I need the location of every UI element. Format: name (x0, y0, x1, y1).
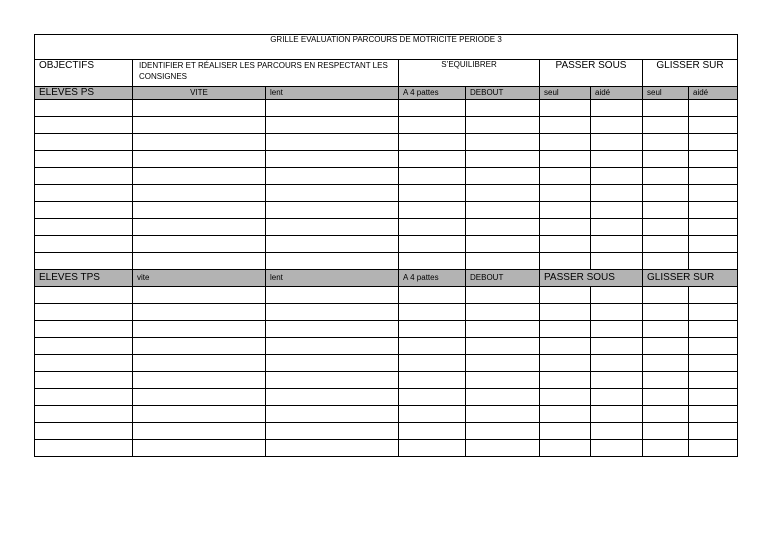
glisser-sur-header-tps: GLISSER SUR (643, 270, 738, 287)
tps-student-cell[interactable] (540, 372, 591, 389)
tps-student-cell[interactable] (643, 372, 689, 389)
ps-student-cell[interactable] (466, 253, 540, 270)
ps-student-cell[interactable] (689, 134, 738, 151)
tps-student-cell[interactable] (466, 372, 540, 389)
tps-student-cell[interactable] (133, 321, 266, 338)
ps-student-cell[interactable] (133, 236, 266, 253)
tps-student-cell[interactable] (35, 355, 133, 372)
ps-student-cell[interactable] (399, 185, 466, 202)
ps-student-row (35, 151, 738, 168)
ps-student-cell[interactable] (133, 253, 266, 270)
ps-student-cell[interactable] (540, 151, 591, 168)
ps-student-cell[interactable] (591, 185, 643, 202)
tps-student-cell[interactable] (133, 338, 266, 355)
ps-student-cell[interactable] (133, 219, 266, 236)
tps-student-cell[interactable] (133, 389, 266, 406)
ps-student-cell[interactable] (643, 185, 689, 202)
ps-student-row (35, 253, 738, 270)
tps-student-cell[interactable] (466, 389, 540, 406)
tps-student-cell[interactable] (35, 406, 133, 423)
ps-student-cell[interactable] (466, 151, 540, 168)
ps-student-cell[interactable] (399, 151, 466, 168)
tps-student-cell[interactable] (35, 423, 133, 440)
ps-student-cell[interactable] (266, 168, 399, 185)
ps-student-cell[interactable] (591, 236, 643, 253)
ps-student-cell[interactable] (689, 168, 738, 185)
tps-student-cell[interactable] (689, 389, 738, 406)
tps-student-row (35, 423, 738, 440)
debout-header: DEBOUT (466, 87, 540, 100)
tps-student-cell[interactable] (266, 406, 399, 423)
ps-student-cell[interactable] (399, 202, 466, 219)
tps-student-cell[interactable] (689, 287, 738, 304)
tps-student-cell[interactable] (399, 372, 466, 389)
ps-student-row (35, 134, 738, 151)
ps-student-row (35, 219, 738, 236)
ps-student-cell[interactable] (35, 253, 133, 270)
tps-student-cell[interactable] (466, 287, 540, 304)
ps-student-cell[interactable] (35, 219, 133, 236)
tps-header-row (35, 270, 738, 287)
tps-student-cell[interactable] (643, 406, 689, 423)
tps-student-cell[interactable] (591, 321, 643, 338)
title-row (35, 35, 738, 60)
passer-sous-objective: PASSER SOUS (540, 60, 643, 87)
ps-student-cell[interactable] (643, 236, 689, 253)
tps-student-cell[interactable] (643, 423, 689, 440)
ps-student-cell[interactable] (266, 117, 399, 134)
tps-student-cell[interactable] (133, 423, 266, 440)
ps-student-cell[interactable] (133, 202, 266, 219)
tps-student-cell[interactable] (591, 406, 643, 423)
seul-header-2: seul (643, 87, 689, 100)
tps-student-cell[interactable] (266, 440, 399, 457)
ps-student-cell[interactable] (540, 202, 591, 219)
ps-student-cell[interactable] (540, 219, 591, 236)
tps-student-cell[interactable] (35, 389, 133, 406)
ps-student-cell[interactable] (591, 151, 643, 168)
ps-student-cell[interactable] (35, 117, 133, 134)
ps-student-cell[interactable] (643, 219, 689, 236)
tps-student-cell[interactable] (399, 440, 466, 457)
tps-student-cell[interactable] (35, 287, 133, 304)
ps-student-cell[interactable] (466, 202, 540, 219)
vite-header: VITE (133, 87, 266, 100)
ps-student-cell[interactable] (540, 134, 591, 151)
tps-student-cell[interactable] (591, 355, 643, 372)
tps-student-row (35, 338, 738, 355)
ps-student-row (35, 202, 738, 219)
tps-student-cell[interactable] (591, 440, 643, 457)
ps-student-cell[interactable] (689, 185, 738, 202)
tps-student-cell[interactable] (540, 338, 591, 355)
ps-student-cell[interactable] (399, 219, 466, 236)
objectives-row (35, 60, 738, 87)
ps-student-cell[interactable] (689, 202, 738, 219)
ps-student-cell[interactable] (643, 168, 689, 185)
tps-student-cell[interactable] (591, 338, 643, 355)
ps-student-cell[interactable] (643, 151, 689, 168)
tps-student-row (35, 321, 738, 338)
ps-student-cell[interactable] (540, 100, 591, 117)
tps-student-cell[interactable] (689, 304, 738, 321)
tps-student-cell[interactable] (466, 440, 540, 457)
tps-student-cell[interactable] (35, 372, 133, 389)
tps-student-cell[interactable] (35, 304, 133, 321)
tps-student-cell[interactable] (35, 321, 133, 338)
tps-student-row (35, 440, 738, 457)
ps-student-cell[interactable] (399, 100, 466, 117)
ps-student-cell[interactable] (689, 117, 738, 134)
ps-student-cell[interactable] (266, 134, 399, 151)
passer-sous-header-tps: PASSER SOUS (540, 270, 643, 287)
tps-student-cell[interactable] (466, 355, 540, 372)
tps-student-cell[interactable] (133, 287, 266, 304)
ps-header-row (35, 87, 738, 100)
ps-student-cell[interactable] (133, 117, 266, 134)
tps-student-cell[interactable] (399, 338, 466, 355)
ps-student-rows (35, 100, 738, 270)
tps-student-cell[interactable] (133, 406, 266, 423)
ps-student-cell[interactable] (35, 151, 133, 168)
tps-student-cell[interactable] (399, 423, 466, 440)
ps-student-cell[interactable] (35, 202, 133, 219)
ps-student-cell[interactable] (266, 151, 399, 168)
tps-student-cell[interactable] (540, 423, 591, 440)
ps-student-cell[interactable] (266, 202, 399, 219)
objectifs-label: OBJECTIFS (35, 60, 133, 87)
ps-student-cell[interactable] (689, 151, 738, 168)
tps-student-row (35, 406, 738, 423)
ps-student-cell[interactable] (540, 117, 591, 134)
tps-student-row (35, 355, 738, 372)
tps-student-cell[interactable] (591, 304, 643, 321)
ps-student-cell[interactable] (591, 117, 643, 134)
ps-student-cell[interactable] (133, 134, 266, 151)
tps-student-cell[interactable] (266, 287, 399, 304)
ps-student-cell[interactable] (133, 168, 266, 185)
ps-student-cell[interactable] (35, 134, 133, 151)
ps-student-cell[interactable] (266, 236, 399, 253)
tps-student-cell[interactable] (643, 389, 689, 406)
ps-student-cell[interactable] (591, 253, 643, 270)
identifier-objective: IDENTIFIER ET RÉALISER LES PARCOURS EN RESPECTANT LES CONSIGNES (133, 60, 399, 87)
ps-student-cell[interactable] (399, 253, 466, 270)
ps-student-row (35, 185, 738, 202)
ps-student-cell[interactable] (266, 185, 399, 202)
ps-student-cell[interactable] (399, 236, 466, 253)
tps-student-cell[interactable] (133, 372, 266, 389)
equilibrer-objective: S’EQUILIBRER (399, 60, 540, 87)
tps-student-cell[interactable] (643, 287, 689, 304)
tps-student-cell[interactable] (540, 355, 591, 372)
evaluation-grid-sheet (34, 34, 737, 457)
tps-student-cell[interactable] (266, 423, 399, 440)
lent-header-tps: lent (266, 270, 399, 287)
tps-student-cell[interactable] (133, 355, 266, 372)
seul-header-1: seul (540, 87, 591, 100)
ps-student-cell[interactable] (266, 219, 399, 236)
ps-student-cell[interactable] (466, 134, 540, 151)
ps-student-cell[interactable] (643, 100, 689, 117)
ps-student-cell[interactable] (466, 219, 540, 236)
ps-student-cell[interactable] (591, 168, 643, 185)
tps-student-rows (35, 287, 738, 457)
ps-student-cell[interactable] (466, 100, 540, 117)
tps-student-cell[interactable] (35, 440, 133, 457)
tps-student-cell[interactable] (689, 321, 738, 338)
ps-student-cell[interactable] (466, 117, 540, 134)
tps-student-cell[interactable] (266, 304, 399, 321)
debout-header-tps: DEBOUT (466, 270, 540, 287)
tps-student-cell[interactable] (399, 355, 466, 372)
tps-student-cell[interactable] (399, 406, 466, 423)
aide-header-2: aidé (689, 87, 738, 100)
lent-header: lent (266, 87, 399, 100)
ps-student-row (35, 117, 738, 134)
ps-student-cell[interactable] (466, 168, 540, 185)
ps-student-cell[interactable] (133, 185, 266, 202)
tps-student-cell[interactable] (689, 338, 738, 355)
ps-student-cell[interactable] (266, 100, 399, 117)
ps-student-cell[interactable] (399, 117, 466, 134)
ps-student-row (35, 168, 738, 185)
ps-student-cell[interactable] (643, 202, 689, 219)
tps-student-cell[interactable] (35, 338, 133, 355)
a4pattes-header: A 4 pattes (399, 87, 466, 100)
tps-student-cell[interactable] (689, 440, 738, 457)
ps-student-cell[interactable] (591, 202, 643, 219)
tps-student-cell[interactable] (466, 304, 540, 321)
tps-student-cell[interactable] (266, 321, 399, 338)
ps-student-cell[interactable] (591, 100, 643, 117)
tps-student-cell[interactable] (591, 389, 643, 406)
tps-student-cell[interactable] (643, 355, 689, 372)
tps-student-cell[interactable] (399, 321, 466, 338)
tps-student-cell[interactable] (466, 406, 540, 423)
ps-student-cell[interactable] (399, 134, 466, 151)
tps-student-cell[interactable] (540, 440, 591, 457)
ps-student-cell[interactable] (133, 100, 266, 117)
ps-student-cell[interactable] (35, 100, 133, 117)
tps-student-cell[interactable] (266, 372, 399, 389)
tps-student-cell[interactable] (266, 338, 399, 355)
evaluation-grid-table (34, 34, 738, 457)
tps-student-cell[interactable] (266, 389, 399, 406)
ps-student-cell[interactable] (35, 185, 133, 202)
ps-student-cell[interactable] (591, 219, 643, 236)
tps-student-cell[interactable] (133, 304, 266, 321)
tps-student-cell[interactable] (643, 338, 689, 355)
glisser-sur-objective: GLISSER SUR (643, 60, 738, 87)
tps-student-cell[interactable] (591, 372, 643, 389)
ps-student-cell[interactable] (35, 168, 133, 185)
ps-student-cell[interactable] (540, 168, 591, 185)
ps-student-cell[interactable] (266, 253, 399, 270)
ps-student-cell[interactable] (540, 185, 591, 202)
ps-student-cell[interactable] (643, 134, 689, 151)
tps-student-cell[interactable] (591, 423, 643, 440)
ps-student-cell[interactable] (689, 100, 738, 117)
tps-student-cell[interactable] (466, 321, 540, 338)
tps-student-cell[interactable] (689, 406, 738, 423)
tps-student-row (35, 372, 738, 389)
ps-student-cell[interactable] (466, 236, 540, 253)
tps-student-cell[interactable] (399, 304, 466, 321)
ps-student-cell[interactable] (643, 117, 689, 134)
ps-student-row (35, 236, 738, 253)
tps-student-cell[interactable] (591, 287, 643, 304)
a4pattes-header-tps: A 4 pattes (399, 270, 466, 287)
ps-student-cell[interactable] (689, 236, 738, 253)
tps-student-cell[interactable] (540, 304, 591, 321)
tps-student-cell[interactable] (266, 355, 399, 372)
tps-student-cell[interactable] (466, 338, 540, 355)
vite-header-tps: vite (133, 270, 266, 287)
ps-student-cell[interactable] (540, 253, 591, 270)
tps-student-cell[interactable] (540, 321, 591, 338)
aide-header-1: aidé (591, 87, 643, 100)
tps-student-cell[interactable] (540, 287, 591, 304)
tps-student-cell[interactable] (466, 423, 540, 440)
tps-student-cell[interactable] (540, 389, 591, 406)
ps-student-cell[interactable] (466, 185, 540, 202)
tps-student-cell[interactable] (643, 321, 689, 338)
eleves-tps-label: ELEVES TPS (35, 270, 133, 287)
ps-student-row (35, 100, 738, 117)
grid-title: GRILLE EVALUATION PARCOURS DE MOTRICITE PERIODE 3 (35, 35, 738, 60)
ps-student-cell[interactable] (689, 219, 738, 236)
eleves-ps-label: ELEVES PS (35, 87, 133, 100)
tps-student-row (35, 304, 738, 321)
tps-student-cell[interactable] (643, 440, 689, 457)
ps-student-cell[interactable] (689, 253, 738, 270)
tps-student-cell[interactable] (689, 423, 738, 440)
ps-student-cell[interactable] (35, 236, 133, 253)
tps-student-cell[interactable] (133, 440, 266, 457)
tps-student-cell[interactable] (399, 389, 466, 406)
tps-student-cell[interactable] (689, 372, 738, 389)
tps-student-row (35, 389, 738, 406)
tps-student-cell[interactable] (399, 287, 466, 304)
tps-student-cell[interactable] (540, 406, 591, 423)
tps-student-cell[interactable] (643, 304, 689, 321)
ps-student-cell[interactable] (399, 168, 466, 185)
tps-student-row (35, 287, 738, 304)
ps-student-cell[interactable] (591, 134, 643, 151)
ps-student-cell[interactable] (133, 151, 266, 168)
tps-student-cell[interactable] (689, 355, 738, 372)
ps-student-cell[interactable] (540, 236, 591, 253)
ps-student-cell[interactable] (643, 253, 689, 270)
